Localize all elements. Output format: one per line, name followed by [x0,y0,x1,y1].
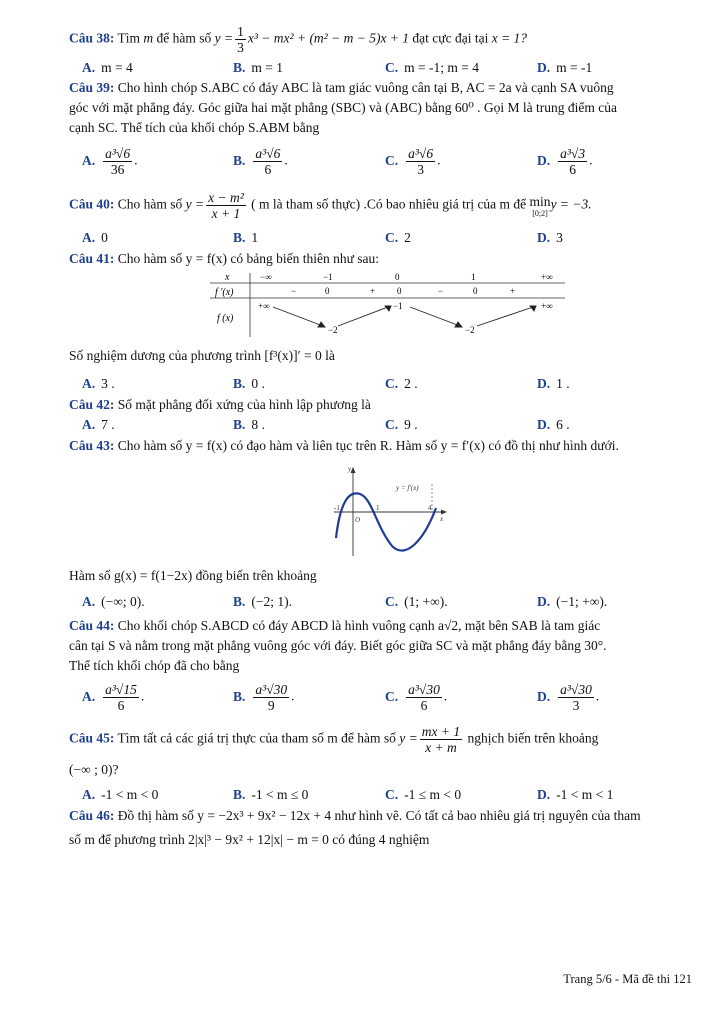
option-d[interactable]: D. -1 < m < 1 [537,787,614,802]
option-c[interactable]: C. $\frac{\text{a³√30}}{6}$ . [385,682,448,713]
option-b[interactable]: B. $\frac{\text{a³√30}}{9}$ . [233,682,295,713]
option-a[interactable]: A. 0 [82,230,108,245]
option-d[interactable]: D. m = -1 [537,60,593,75]
x-value: 0 [395,272,400,282]
option-b[interactable]: B. -1 < m ≤ 0 [233,787,309,802]
table-x-label: x [225,272,230,283]
option-b[interactable]: B. 1 [233,230,259,245]
option-c[interactable]: C. $\frac{\text{a³√6}}{3}$ . [385,146,441,177]
question-44: Câu 44: Cho khối chóp S.ABCD có đáy ABCD là hình vuông cạnh a√2, mặt bên SAB là tam giác cân tại S và nằm trong mặt phẳng vuông góc với đáy. Biết góc giữa SC và mặt phẳng đáy bằng 30°. Thể tích khối chóp đã cho bằng [69,618,607,673]
option-b[interactable]: B. $\frac{\text{a³√6}}{6}$ . [233,146,288,177]
option-a[interactable]: A. m = 4 [82,60,133,75]
f-value: −2 [465,325,475,335]
origin-label: O [355,516,361,524]
option-b[interactable]: B. 0 . [233,376,265,391]
option-c[interactable]: C. 2 . [385,376,418,391]
f-value: −2 [328,325,338,335]
table-fprime-label: f '(x) [215,287,234,298]
x-value: −1 [323,272,333,282]
option-c[interactable]: C. m = -1; m = 4 [385,60,479,75]
variation-table [205,271,570,339]
option-d[interactable]: D. (−1; +∞). [537,594,608,609]
arrow-down [410,307,460,326]
question-45: Câu 45: Tìm tất cả các giá trị thực của tham số m để hàm số y = $\frac{mx + 1}{x + m}$ nghịch biến trên khoảng [69,724,599,755]
fraction: $\frac{1}{3}$ [237,24,244,55]
question-41: Câu 41: Cho hàm số y = f(x) có bảng biến thiên như sau: [69,251,380,266]
table-f-label: f (x) [217,313,234,324]
option-a[interactable]: A. 3 . [82,376,115,391]
option-d[interactable]: D. $\frac{\text{a³√30}}{3}$ . [537,682,600,713]
arrow-up [338,307,388,326]
option-a[interactable]: A. $\frac{\text{a³√6}}{36}$ . [82,146,138,177]
question-42: Câu 42: Số mặt phẳng đối xứng của hình lập phương là [69,397,371,412]
y-axis-label: y [348,465,352,473]
option-c[interactable]: C. (1; +∞). [385,594,448,609]
x-value: 1 [471,272,476,282]
page-footer: Trang 5/6 - Mã đề thi 121 [563,972,692,986]
option-b[interactable]: B. (−2; 1). [233,594,292,609]
question-38: Câu 38: Tìm m để hàm số y = $\frac{1}{3}$ x³ − mx² + (m² − m − 5)x + 1 đạt cực đại tại x = 1? [69,24,528,55]
option-d[interactable]: D. $\frac{\text{a³√3}}{6}$ . [537,146,593,177]
fprime-zero: 0 [473,286,478,296]
question-45-interval: (−∞ ; 0)? [69,762,119,777]
fprime-zero: 0 [397,286,402,296]
option-c[interactable]: C. -1 ≤ m < 0 [385,787,462,802]
fprime-zero: 0 [325,286,330,296]
option-d[interactable]: D. 6 . [537,417,570,432]
derivative-graph [328,464,448,558]
fprime-sign: + [370,286,376,296]
arrow-up [477,307,533,326]
f-value: +∞ [258,301,270,311]
question-40: Câu 40: Cho hàm số y = $\frac{\text{x − m²}}{x + 1}$ ( m là tham số thực) .Có bao nhiêu giá trị của m để min [0;2] y = −3. [69,190,592,221]
f-value: +∞ [541,301,553,311]
option-d[interactable]: D. 3 [537,230,563,245]
derivative-curve [336,493,436,550]
question-41-prompt: Số nghiệm dương của phương trình [f³(x)]′ = 0 là [69,348,335,363]
option-a[interactable]: A. $\frac{\text{a³√15}}{6}$ . [82,682,145,713]
option-b[interactable]: B. m = 1 [233,60,284,75]
question-39: Câu 39: Cho hình chóp S.ABC có đáy ABC là tam giác vuông cân tại B, AC = 2a và cạnh SA vuông góc với mặt phẳng đáy. Góc giữa hai mặt phẳng (SBC) và (ABC) bằng 60⁰ . Gọi M là trung điểm của cạnh SC. Thể tích của khối chóp S.ABM bằng [69,80,618,135]
option-a[interactable]: A. (−∞; 0). [82,594,145,609]
option-b[interactable]: B. 8 . [233,417,265,432]
option-c[interactable]: C. 9 . [385,417,418,432]
tick-label: 1 [376,504,380,512]
question-label: Câu 38: [69,30,115,46]
x-axis-label: x [440,515,444,523]
curve-label: y = f'(x) [396,484,419,492]
arrow-down [273,307,323,326]
option-a[interactable]: A. 7 . [82,417,115,432]
option-a[interactable]: A. -1 < m < 0 [82,787,159,802]
x-value: −∞ [260,272,272,282]
tick-label: 4 [428,504,432,512]
x-value: +∞ [541,272,553,282]
tick-label: -1 [334,504,340,512]
fprime-sign: − [291,286,297,296]
option-c[interactable]: C. 2 [385,230,411,245]
f-value: −1 [393,301,403,311]
option-d[interactable]: D. 1 . [537,376,570,391]
question-46: Câu 46: Đồ thị hàm số y = −2x³ + 9x² − 12x + 4 như hình vẽ. Có tất cả bao nhiêu giá trị nguyên của tham số m để phương trình 2|x|³ − 9x² + 12|x| − m = 0 có đúng 4 nghiệm [69,808,641,847]
question-43-prompt: Hàm số g(x) = f(1−2x) đồng biến trên khoảng [69,568,317,583]
fprime-sign: + [510,286,516,296]
question-43: Câu 43: Cho hàm số y = f(x) có đạo hàm và liên tục trên R. Hàm số y = f′(x) có đồ thị như hình dưới. [69,438,619,453]
fprime-sign: − [438,286,444,296]
